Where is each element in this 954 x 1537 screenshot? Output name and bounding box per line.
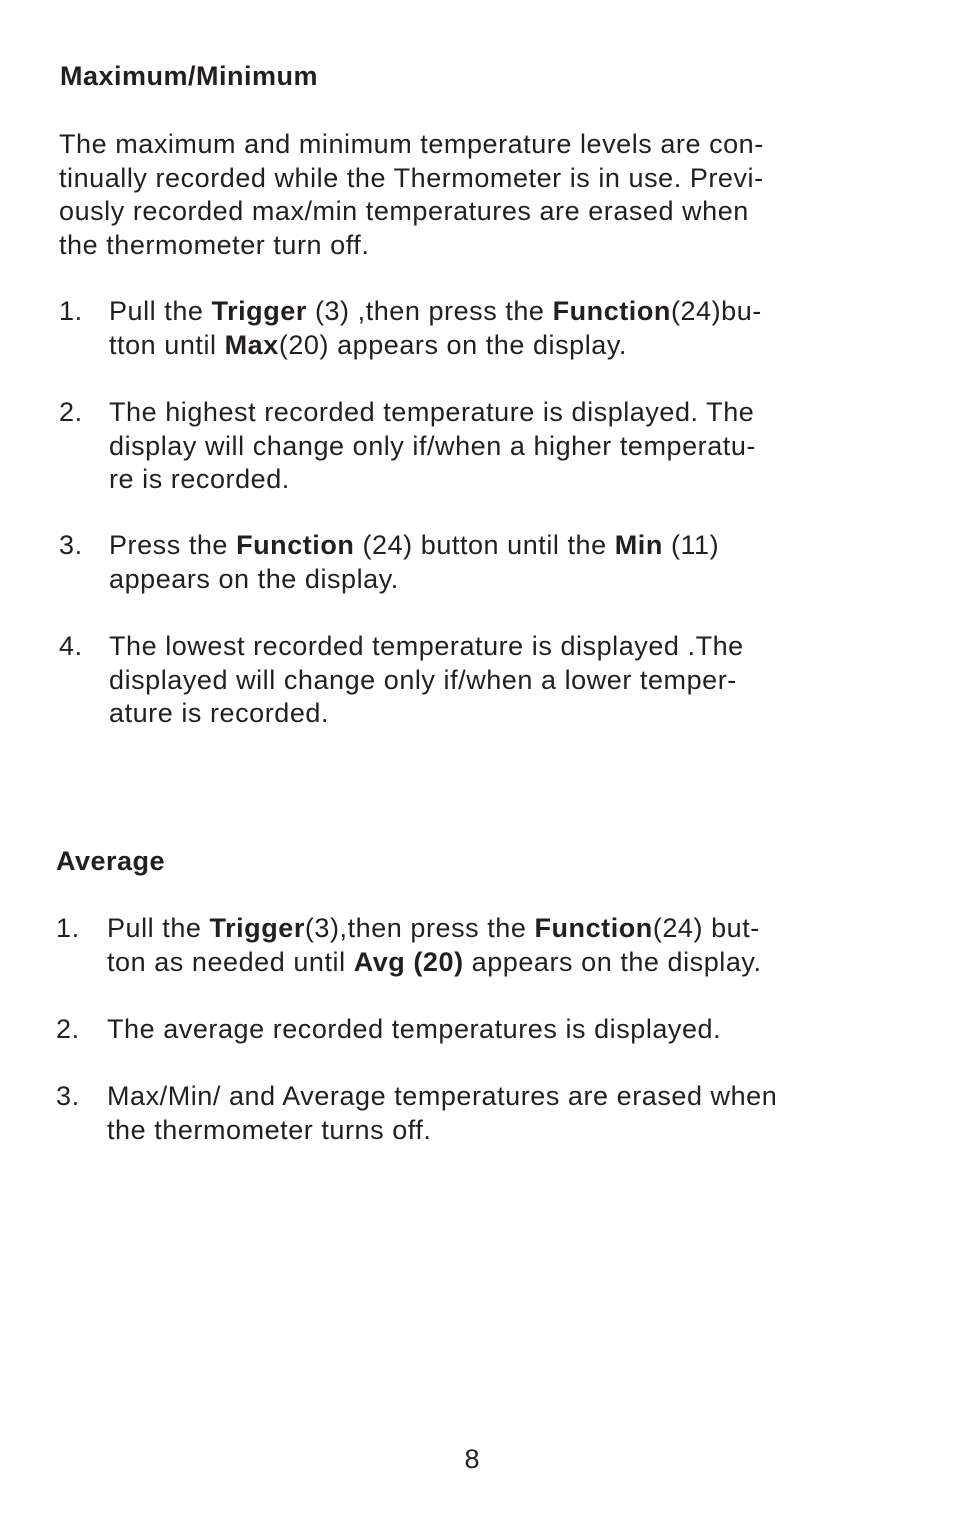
- step-line: display will change only if/when a higher temperatu-: [109, 430, 756, 461]
- bold-term-max: Max: [224, 329, 279, 360]
- average-step-1: [56, 912, 946, 982]
- bold-term-function: Function: [552, 296, 671, 326]
- step-number: 3.: [56, 1081, 80, 1111]
- step-line: Max/Min/ and Average temperatures are erased when: [107, 1081, 778, 1111]
- page-number: 8: [464, 1444, 480, 1474]
- maxmin-step-3: [59, 529, 939, 599]
- text-run: (24)bu-: [670, 296, 762, 326]
- step-line: [109, 329, 762, 363]
- text-run: (20) appears on the display.: [278, 329, 627, 360]
- step-line: The lowest recorded temperature is displayed .The: [109, 631, 744, 661]
- maxmin-step-1: [59, 295, 939, 365]
- text-run: Pull the: [107, 913, 210, 943]
- text-run: (3) ,then press the: [306, 296, 553, 326]
- bold-term-avg: Avg (20): [353, 946, 464, 977]
- step-number: 2.: [56, 1014, 80, 1044]
- bold-term-min: Min: [614, 530, 663, 560]
- step-number: 1.: [59, 296, 83, 326]
- average-step-2: [56, 1013, 946, 1049]
- step-number: 4.: [59, 631, 83, 661]
- bold-term-trigger: Trigger: [209, 913, 305, 943]
- step-line: The highest recorded temperature is displayed. The: [109, 397, 755, 427]
- step-line: [109, 295, 762, 329]
- step-text: [109, 295, 762, 362]
- step-line: appears on the display.: [109, 563, 399, 594]
- step-text: [107, 1013, 721, 1047]
- step-line: [107, 946, 762, 980]
- text-run: (3),then press the: [304, 913, 535, 943]
- text-run: (24) but-: [652, 913, 760, 943]
- step-text: [109, 396, 756, 497]
- section-title-average: Average: [56, 846, 166, 876]
- bold-term-function: Function: [236, 530, 355, 560]
- maxmin-intro-paragraph: [59, 128, 764, 262]
- average-step-3: [56, 1080, 946, 1150]
- intro-line: ously recorded max/min temperatures are erased when: [59, 196, 749, 226]
- text-run: ton as needed until: [107, 946, 354, 977]
- step-text: [107, 1080, 777, 1147]
- intro-line: The maximum and minimum temperature levels are con-: [59, 129, 764, 159]
- step-line: re is recorded.: [109, 464, 290, 494]
- step-number: 1.: [56, 913, 80, 943]
- section-title-maximum-minimum: Maximum/Minimum: [60, 61, 319, 91]
- text-run: tton until: [109, 329, 225, 360]
- text-run: Press the: [109, 530, 237, 560]
- step-number: 3.: [59, 530, 83, 560]
- text-run: (24) button until the: [354, 530, 615, 560]
- step-text: [107, 912, 762, 979]
- step-line: ature is recorded.: [109, 698, 330, 728]
- intro-line: the thermometer turn off.: [59, 229, 370, 260]
- step-line: the thermometer turns off.: [107, 1114, 432, 1145]
- text-run: Pull the: [109, 296, 212, 326]
- step-text: [109, 529, 719, 596]
- step-text: [109, 630, 744, 731]
- step-line: [107, 912, 762, 946]
- maxmin-step-4: [59, 630, 939, 732]
- text-run: (11): [662, 530, 720, 560]
- step-line: displayed will change only if/when a lower temper-: [109, 664, 737, 695]
- maxmin-step-2: [59, 396, 939, 498]
- bold-term-trigger: Trigger: [211, 296, 307, 326]
- text-run: appears on the display.: [463, 946, 762, 977]
- bold-term-function: Function: [534, 913, 653, 943]
- step-number: 2.: [59, 397, 83, 427]
- step-line: The average recorded temperatures is displayed.: [107, 1014, 722, 1044]
- intro-line: tinually recorded while the Thermometer is in use. Previ-: [59, 162, 764, 193]
- step-line: [109, 529, 719, 563]
